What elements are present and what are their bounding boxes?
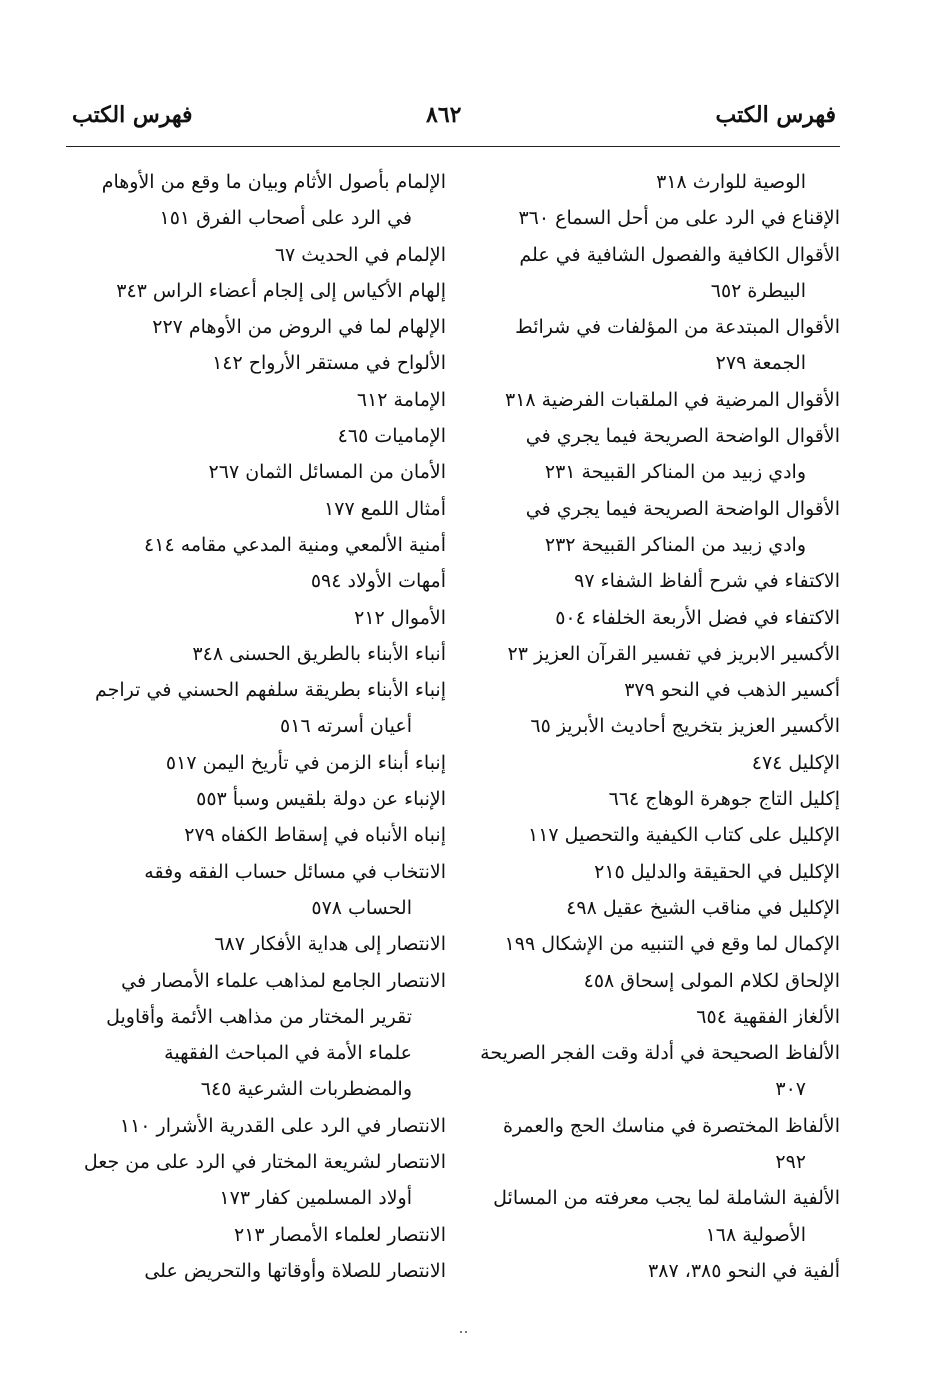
index-entry: الإمامة ٦١٢: [356, 388, 446, 411]
index-entry: الأموال ٢١٢: [354, 606, 446, 629]
index-entry: الإكمال لما وقع في التنبيه من الإشكال ١٩٩: [504, 933, 840, 956]
index-entry-continuation: والمضطربات الشرعية ٦٤٥: [200, 1078, 412, 1101]
index-entry: الأكسير العزيز بتخريج أحاديث الأبريز ٦٥: [530, 715, 840, 738]
index-entry: الانتصار للصلاة وأوقاتها والتحريض على: [144, 1259, 446, 1282]
index-entry: الانتصار في الرد على القدرية الأشرار ١١٠: [119, 1114, 446, 1137]
index-entry: الانتصار الجامع لمذاهب علماء الأمصار في: [121, 969, 446, 992]
index-entry: الأقوال المرضية في الملقبات الفرضية ٣١٨: [504, 388, 840, 411]
footer-dots: [460, 1318, 478, 1328]
index-entry: إكليل التاج جوهرة الوهاج ٦٦٤: [608, 788, 840, 811]
index-entry: الانتصار إلى هداية الأفكار ٦٨٧: [214, 933, 446, 956]
index-entry: الإلحاق لكلام المولى إسحاق ٤٥٨: [583, 969, 840, 992]
index-entry: أمهات الأولاد ٥٩٤: [310, 570, 446, 593]
index-entry: الانتخاب في مسائل حساب الفقه وفقه: [144, 860, 446, 883]
index-entry: الإماميات ٤٦٥: [337, 425, 446, 448]
index-entry: الأقوال الواضحة الصريحة فيما يجري في: [525, 425, 840, 448]
index-entry: الإقناع في الرد على من أحل السماع ٣٦٠: [518, 207, 840, 230]
index-entry-continuation: علماء الأمة في المباحث الفقهية: [164, 1042, 412, 1065]
index-entry: إنباه الأنباه في إسقاط الكفاه ٢٧٩: [184, 824, 446, 847]
index-column-left: [72, 164, 446, 1289]
running-title-right: فهرس الكتب: [715, 102, 836, 128]
index-entry-continuation: ٢٩٢: [775, 1151, 806, 1174]
index-entry: الإكليل ٤٧٤: [751, 751, 840, 774]
index-entry-continuation: وادي زبيد من المناكر القبيحة ٢٣١: [544, 461, 806, 484]
index-entry: الاكتفاء في فضل الأربعة الخلفاء ٥٠٤: [555, 606, 840, 629]
index-entry: أكسير الذهب في النحو ٣٧٩: [624, 679, 840, 702]
index-entry: الأكسير الابريز في تفسير القرآن العزيز ٢٣: [507, 642, 840, 665]
index-entry: الاكتفاء في شرح ألفاظ الشفاء ٩٧: [574, 570, 840, 593]
index-entry: الانتصار لشريعة المختار في الرد على من جعل: [83, 1151, 446, 1174]
index-entry: أنباء الأبناء بالطريق الحسنى ٣٤٨: [192, 642, 446, 665]
index-entry: الإلهام لما في الروض من الأوهام ٢٢٧: [152, 316, 446, 339]
index-entry: الإكليل في الحقيقة والدليل ٢١٥: [594, 860, 840, 883]
index-entry: الأقوال الواضحة الصريحة فيما يجري في: [525, 497, 840, 520]
index-entry: الإلمام في الحديث ٦٧: [274, 243, 446, 266]
index-entry: أمنية الألمعي ومنية المدعي مقامه ٤١٤: [144, 533, 446, 556]
index-entry: الانتصار لعلماء الأمصار ٢١٣: [233, 1223, 446, 1246]
index-entry-continuation: البيطرة ٦٥٢: [710, 279, 806, 302]
index-entry: الإكليل على كتاب الكيفية والتحصيل ١١٧: [528, 824, 840, 847]
index-entry: الإنباء عن دولة بلقيس وسبأ ٥٥٣: [196, 788, 446, 811]
index-entry-continuation: أولاد المسلمين كفار ١٧٣: [219, 1187, 412, 1210]
index-entry: أمثال اللمع ١٧٧: [324, 497, 446, 520]
index-entry: إلهام الأكياس إلى إلجام أعضاء الراس ٣٤٣: [116, 279, 446, 302]
index-entry-continuation: ٣٠٧: [775, 1078, 806, 1101]
index-entry: الأقوال الكافية والفصول الشافية في علم: [519, 243, 840, 266]
index-entry: الألفاظ الصحيحة في أدلة وقت الفجر الصريحة: [480, 1042, 840, 1065]
index-entry-continuation: الجمعة ٢٧٩: [715, 352, 806, 375]
index-column-right: [466, 164, 840, 1289]
index-entry: الإلمام بأصول الأثام وبيان ما وقع من الأوهام: [101, 171, 446, 193]
page-number: ٨٦٢: [426, 102, 462, 128]
index-entry: الألغاز الفقهية ٦٥٤: [696, 1005, 840, 1028]
index-entry-continuation: أعيان أسرته ٥١٦: [280, 715, 412, 738]
page-header: [0, 102, 944, 142]
index-entry: الأقوال المبتدعة من المؤلفات في شرائط: [515, 316, 840, 339]
index-entry: إنباء الأبناء بطريقة سلفهم الحسني في تراجم: [95, 679, 446, 702]
index-entry-continuation: الحساب ٥٧٨: [311, 896, 412, 919]
index-entry-continuation: تقرير المختار من مذاهب الأئمة وأقاويل: [106, 1005, 412, 1028]
index-entry: الألواح في مستقر الأرواح ١٤٢: [212, 352, 446, 375]
index-entry-continuation: الأصولية ١٦٨: [705, 1223, 806, 1246]
index-entry: إنباء أبناء الزمن في تأريخ اليمن ٥١٧: [165, 751, 446, 774]
index-entry: الألفية الشاملة لما يجب معرفته من المسائل: [493, 1187, 840, 1210]
index-entry-continuation: وادي زبيد من المناكر القبيحة ٢٣٢: [544, 533, 806, 556]
index-entry: الألفاظ المختصرة في مناسك الحج والعمرة: [502, 1114, 840, 1137]
running-title-left: فهرس الكتب: [72, 102, 193, 128]
index-entry-continuation: الوصية للوارث ٣١٨: [656, 171, 806, 193]
index-entry: الأمان من المسائل الثمان ٢٦٧: [208, 461, 446, 484]
index-entry-continuation: في الرد على أصحاب الفرق ١٥١: [159, 207, 412, 230]
index-entry: ألفية في النحو ٣٨٥، ٣٨٧: [648, 1259, 840, 1282]
header-rule: [66, 146, 840, 147]
index-entry: الإكليل في مناقب الشيخ عقيل ٤٩٨: [566, 896, 840, 919]
